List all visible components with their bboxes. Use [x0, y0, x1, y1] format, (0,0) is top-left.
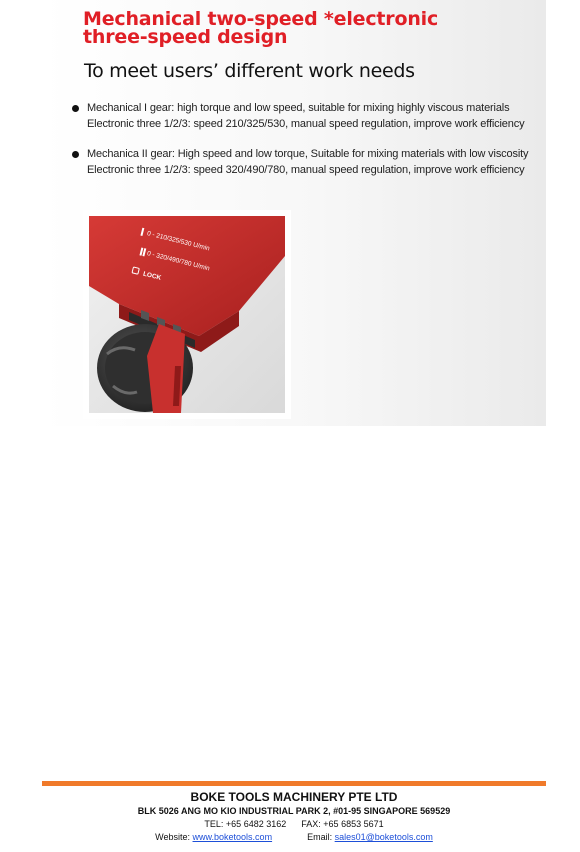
gear-switch-photo: [89, 216, 285, 413]
tel-label: TEL:: [204, 819, 224, 829]
feature-bullet-list: [72, 100, 542, 192]
bullet-dot-icon: [72, 151, 79, 158]
product-photo-frame: [83, 210, 291, 419]
company-address: BLK 5026 ANG MO KIO INDUSTRIAL PARK 2, #01-95 SINGAPORE 569529: [137, 806, 451, 816]
footer: [42, 789, 546, 844]
fax-value: +65 6853 5671: [323, 819, 384, 829]
website-link[interactable]: www.boketools.com: [192, 832, 273, 842]
web-email-line: [42, 831, 546, 844]
website-label: Website:: [155, 832, 191, 842]
feature-subtitle: To meet users’ different work needs: [84, 60, 415, 82]
bullet-item-mechanical-1: [72, 100, 542, 132]
bullet-line: Electronic three 1/2/3: speed 320/490/780, manual speed regulation, improve work efficiency: [87, 164, 525, 176]
bullet-dot-icon: [72, 105, 79, 112]
email-link[interactable]: sales01@boketools.com: [334, 832, 433, 842]
fax-label: FAX:: [301, 819, 321, 829]
bullet-item-mechanical-2: [72, 146, 542, 178]
product-feature-banner: [42, 0, 546, 426]
gear-switch-illustration: [89, 216, 285, 413]
title-line-1: Mechanical two-speed *electronic: [83, 8, 439, 30]
lock-label: LOCK: [142, 270, 162, 282]
speed-label-2: 0 - 320/490/780 U/min: [146, 250, 211, 273]
bullet-line: Mechanical I gear: high torque and low speed, suitable for mixing highly viscous materials: [87, 102, 510, 114]
tel-value: +65 6482 3162: [225, 819, 287, 829]
feature-title: [83, 10, 503, 46]
phone-fax-line: [42, 818, 546, 831]
bullet-line: Electronic three 1/2/3: speed 210/325/530, manual speed regulation, improve work efficiency: [87, 118, 525, 130]
footer-divider: [42, 781, 546, 786]
company-name: BOKE TOOLS MACHINERY PTE LTD: [190, 790, 398, 804]
title-line-2: three-speed design: [83, 26, 288, 48]
email-label: Email:: [307, 832, 333, 842]
bullet-line: Mechanica II gear: High speed and low torque, Suitable for mixing materials with low viscosity: [87, 148, 529, 160]
speed-label-1: 0 - 210/325/530 U/min: [146, 230, 211, 253]
